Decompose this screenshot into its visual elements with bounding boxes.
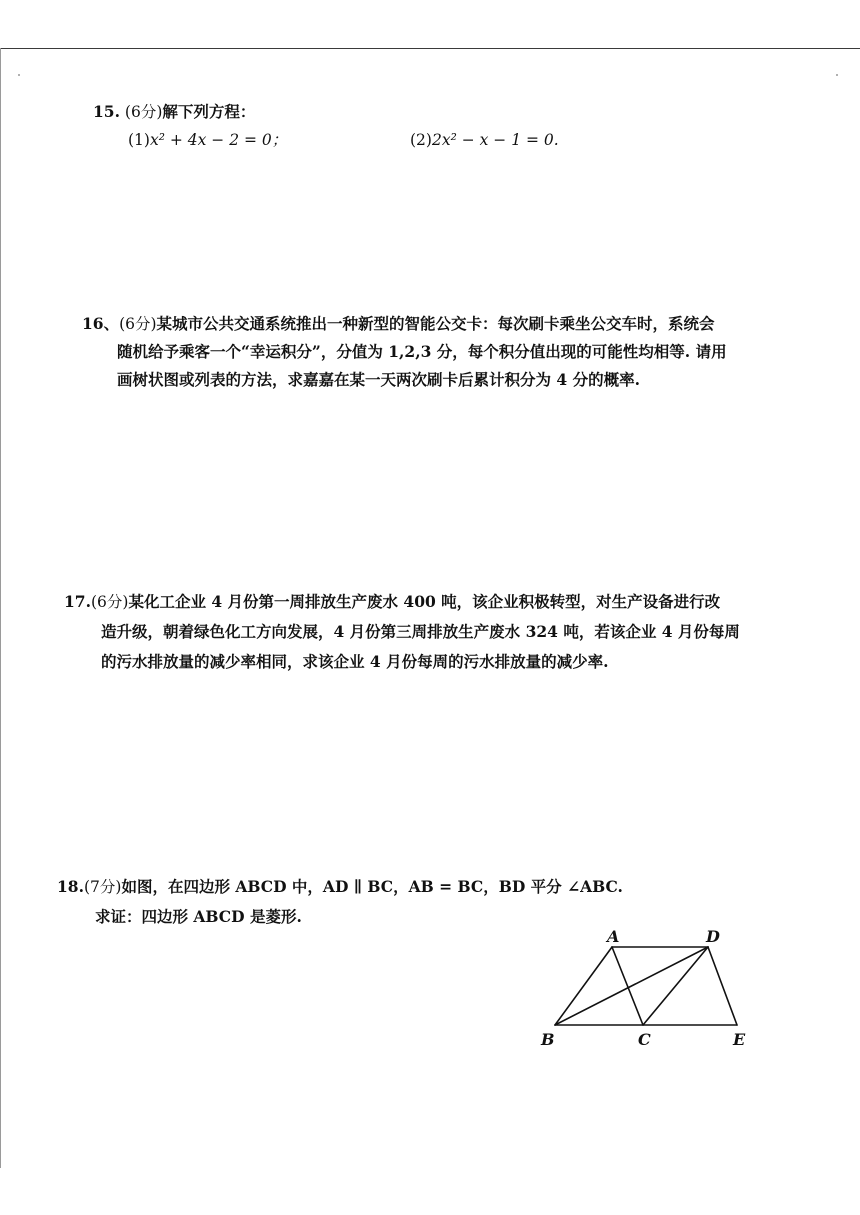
question-score: (6分) [119,315,157,333]
question-number: 15. [93,102,120,121]
equation: x² + 4x − 2 = 0； [149,131,288,149]
quadrilateral-figure [530,925,760,1055]
segment-cd [643,947,708,1025]
question-16-line-2: 随机给予乘客一个“幸运积分”，分值为 1,2,3 分，每个积分值出现的可能性均相等. 请用 [117,342,727,361]
segment-bd [555,947,708,1025]
question-18-line-2: 求证：四边形 ABCD 是菱形. [95,907,302,926]
point-c-label: C [638,1030,651,1049]
question-line: 如图，在四边形 ABCD 中，AD ∥ BC，AB = BC，BD 平分 ∠ABC. [121,877,623,896]
part-label: (1) [128,131,150,149]
segment-de [708,947,737,1025]
question-number: 18. [57,877,84,896]
segment-ac [612,947,643,1025]
point-a-label: A [607,927,620,946]
part-label: (2) [410,131,432,149]
question-17-line-2: 造升级，朝着绿色化工方向发展，4 月份第三周排放生产废水 324 吨，若该企业 4 月份每周 [101,622,740,641]
question-score: (6分) [124,103,163,121]
point-d-label: D [706,927,720,946]
question-15-part-2 [410,126,559,154]
question-15 [93,98,255,126]
question-number: 16、 [82,314,120,333]
question-line: 某化工企业 4 月份第一周排放生产废水 400 吨，该企业积极转型，对生产设备进行改 [128,592,721,611]
scan-speck [18,74,20,76]
point-b-label: B [541,1030,555,1049]
equation: 2x² − x − 1 = 0. [431,131,559,149]
scan-speck [836,74,838,76]
page-top-margin [0,0,860,48]
question-text: 解下列方程： [162,102,256,121]
question-score: (7分) [83,878,122,896]
segment-ab [555,947,612,1025]
question-17-line-3: 的污水排放量的减少率相同，求该企业 4 月份每周的污水排放量的减少率. [101,652,609,671]
question-17 [64,588,720,616]
question-number: 17. [64,592,91,611]
question-15-part-1 [128,126,287,154]
question-line: 某城市公共交通系统推出一种新型的智能公交卡：每次刷卡乘坐公交车时，系统会 [156,314,715,333]
point-e-label: E [733,1030,746,1049]
question-16 [82,310,715,338]
question-score: (6分) [90,593,129,611]
question-18 [57,873,623,901]
page-top-border [0,48,860,49]
question-16-line-3: 画树状图或列表的方法，求嘉嘉在某一天两次刷卡后累计积分为 4 分的概率. [117,370,640,389]
page-left-border [0,48,1,1168]
